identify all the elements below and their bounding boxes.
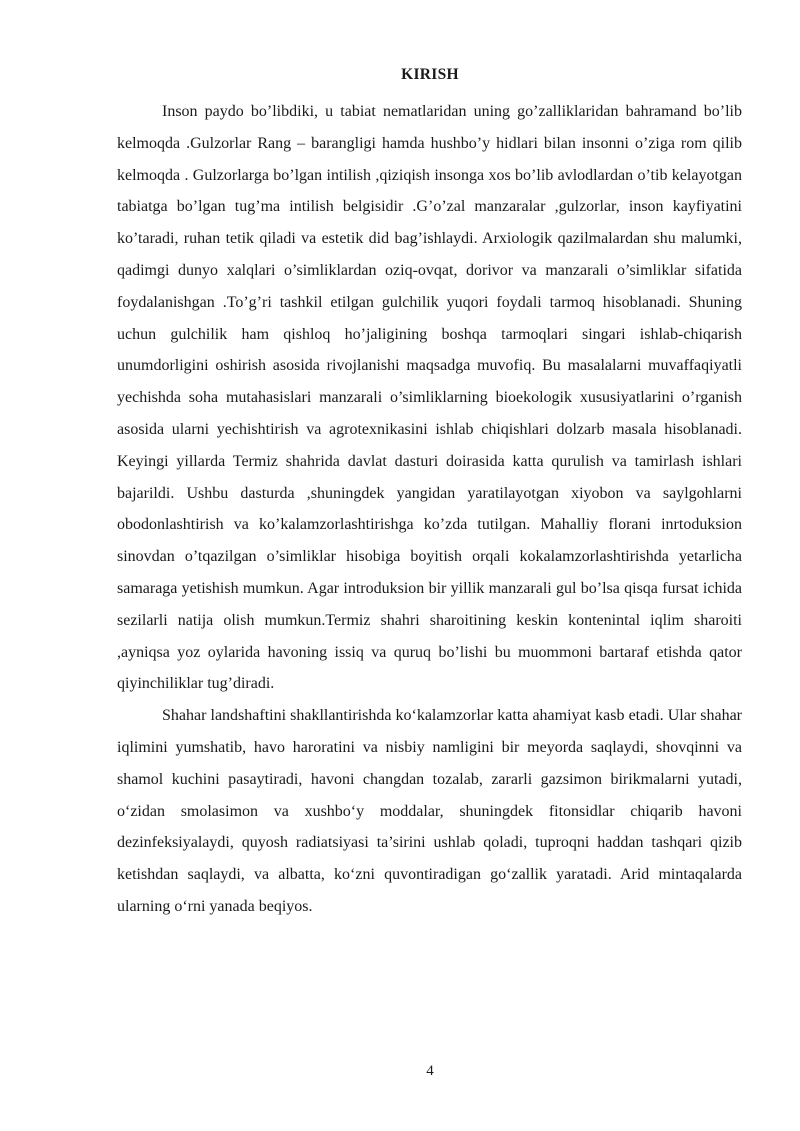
section-heading: KIRISH [401, 66, 459, 83]
page-number: 4 [426, 1063, 434, 1079]
paragraph-intro: Inson paydo bo’libdiki, u tabiat nematlaridan uning go’zalliklaridan bahramand bo’lib kelmoqda .Gulzorlar Rang – barangligi hamda hushbo’y hidlari bilan insonni o’ziga rom qilib kelmoqda . Gulzorlarga bo’lgan intilish ,qiziqish insonga xos bo’lib avlodlardan o’tib kelayotgan tabiatga bo’lgan tug’ma intilish belgisidir .G’o’zal manzaralar ,gulzorlar, inson kayfiyatini ko’taradi, ruhan tetik qiladi va estetik did bag’ishlaydi. Arxiologik qazilmalardan shu malumki, qadimgi dunyo xalqlari o’simliklardan oziq-ovqat, dorivor va manzarali o’simliklar sifatida foydalanishgan .To’g’ri tashkil etilgan gulchilik yuqori foydali tarmoq hisoblanadi. Shuning uchun gulchilik ham qishloq ho’jaligining boshqa tarmoqlari singari ishlab-chiqarish unumdorligini oshirish asosida rivojlanishi maqsadga muvofiq. Bu masalalarni muvaffaqiyatli yechishda soha mutahasislari manzarali o’simliklarning bioekologik xususiyatlarini o’rganish asosida ularni yechishtirish va agrotexnikasini ishlab chiqishlari dolzarb masala hisoblanadi. Keyingi yillarda Termiz shahrida davlat dasturi doirasida katta qurulish va tamirlash ishlari bajarildi. Ushbu dasturda ,shuningdek yangidan yaratilayotgan xiyobon va saylgohlarni obodonlashtirish va ko’kalamzorlashtirishga ko’zda tutilgan. Mahalliy florani inrtoduksion sinovdan o’tqazilgan o’simliklar hisobiga boyitish orqali kokalamzorlashtirishda yetarlicha samaraga yetishish mumkun. Agar introduksion bir yillik manzarali gul bo’lsa qisqa fursat ichida sezilarli natija olish mumkun.Termiz shahri sharoitining keskin kontenintal iqlim sharoiti ,ayniqsa yoz oylarida havoning issiq va quruq bo’lishi bu muommoni bartaraf etishda qator qiyinchiliklar tug’diradi. [117, 103, 742, 693]
body-text [117, 96, 742, 923]
paragraph-landscape: Shahar landshaftini shakllantirishda ko‘kalamzorlar katta ahamiyat kasb etadi. Ular shahar iqlimini yumshatib, havo haroratini va nisbiy namligini bir meyorda saqlaydi, shovqinni va shamol kuchini pasaytiradi, havoni changdan tozalab, zararli gazsimon birikmalarni yutadi, o‘zidan smolasimon va xushbo‘y moddalar, shuningdek fitonsidlar chiqarib havoni dezinfeksiyalaydi, quyosh radiatsiyasi ta’sirini ushlab qoladi, tuproqni haddan tashqari qizib ketishdan saqlaydi, va albatta, ko‘zni quvontiradigan go‘zallik yaratadi. Arid mintaqalarda ularning o‘rni yanada beqiyos. [117, 707, 742, 915]
